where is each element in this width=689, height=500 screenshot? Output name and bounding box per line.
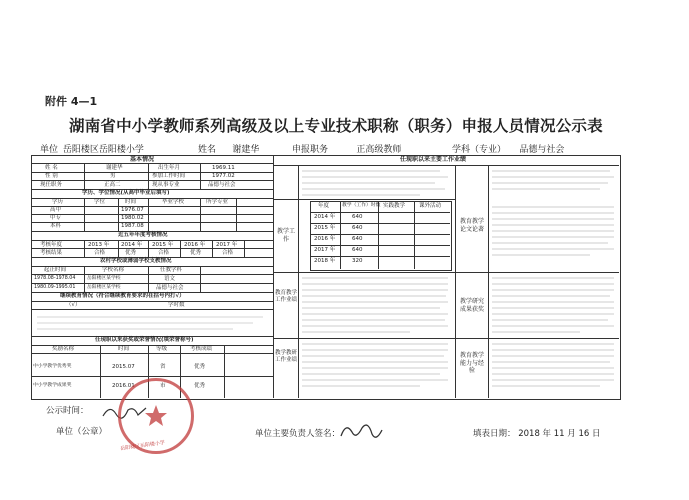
basic-label-2: 出生年月	[158, 165, 181, 171]
hours-row-3-year: 2016 年	[314, 236, 336, 242]
recognition-row-2-score: 优秀	[194, 383, 206, 389]
edu-header-school: 毕业学校	[162, 199, 185, 205]
recognition-row-2-time: 2016.01	[112, 383, 135, 389]
edu-header-major: 所学专业	[206, 199, 229, 205]
rural-row-1-subject: 语文	[164, 276, 176, 282]
subject-label: 学科（专业）	[452, 145, 507, 155]
position-value: 正高级教师	[331, 142, 427, 156]
assess-year-4: 2016 年	[184, 242, 206, 248]
illegible-text-block	[300, 340, 453, 396]
document-title: 湖南省中小学教师系列高级及以上专业技术职称（职务）申报人员情况公示表	[69, 117, 603, 135]
assessment-title: 近五年年度考核情况	[118, 232, 168, 238]
continuing-hours: 学时数	[168, 302, 185, 308]
basic-value-2: 1969.11	[212, 165, 235, 171]
edu-row-1-year: 1976.07	[121, 207, 144, 213]
assess-year-1: 2013 年	[88, 242, 110, 248]
basic-label-4: 参加工作时间	[152, 173, 186, 179]
rural-header-school: 学校名称	[102, 267, 125, 273]
position-label: 申报职务	[292, 145, 329, 155]
hours-header-practice: 实践教学	[383, 203, 406, 209]
continuing-check: （√）	[66, 302, 81, 308]
work-title: 任现职以来主要工作业绩	[400, 156, 467, 163]
recognition-title: 任现职以来获奖或荣誉情况(填荣誉称号)	[95, 337, 194, 343]
basic-value-5: 正高二	[104, 182, 121, 188]
recognition-row-2-level: 市	[160, 383, 166, 389]
name-label: 姓名	[198, 145, 217, 155]
name-field	[198, 142, 273, 156]
hours-row-5-value: 320	[352, 258, 363, 264]
rural-row-1-time: 1978.08-1978.04	[34, 276, 76, 281]
hours-row-4-year: 2017 年	[314, 247, 336, 253]
rural-row-2-school: 岳阳楼区某学校	[87, 285, 121, 290]
recognition-row-1-name: 中小学教学优秀奖	[33, 364, 72, 369]
principal-signature-label: 单位主要负责人签名：	[255, 429, 341, 439]
position-field	[292, 142, 427, 156]
subject-value: 品德与社会	[509, 142, 575, 156]
assess-year-3: 2015 年	[152, 242, 174, 248]
assess-year-5: 2017 年	[216, 242, 238, 248]
hours-header-hours: 教学（工作）时数	[342, 203, 381, 208]
hours-row-1-year: 2014 年	[314, 214, 336, 220]
rural-row-2-time: 1980.09-1995.01	[34, 285, 76, 290]
basic-label-3: 性 别	[45, 173, 58, 179]
edu-row-2-level: 中专	[50, 215, 62, 221]
illegible-text-block	[490, 274, 617, 336]
illegible-text-block	[300, 167, 453, 199]
section-label-teaching: 教学工作	[276, 228, 295, 243]
fill-date-label-text: 填表日期：	[473, 429, 516, 439]
assess-result-5: 合格	[222, 250, 234, 256]
basic-info-title: 基本情况	[130, 156, 155, 163]
basic-value-1: 谢建华	[106, 165, 123, 171]
assess-label-year: 考核年度	[40, 242, 63, 248]
section-label-expertise: 教育教学能力与经验	[459, 352, 484, 374]
unit-label: 单位	[40, 145, 59, 155]
section-label-awards: 教学研究成果获奖	[459, 298, 484, 313]
edu-row-1-level: 高中	[50, 207, 62, 213]
rural-row-2-subject: 品德与社会	[156, 285, 184, 291]
education-title: 学历、学位情况(从高中毕业后填写)	[82, 190, 170, 196]
recognition-row-2-name: 中小学教学成果奖	[33, 383, 72, 388]
edu-header-time: 时间	[125, 199, 137, 205]
section-label-research: 教学教研工作业绩	[275, 350, 298, 363]
hours-header-activity: 课外活动	[419, 203, 442, 209]
subject-field	[452, 142, 575, 156]
unit-seal-label: 单位（公章）	[56, 427, 108, 437]
recognition-header-level: 等级	[156, 346, 168, 352]
edu-header-degree: 学位	[94, 199, 106, 205]
basic-value-4: 1977.02	[212, 173, 235, 179]
basic-label-6: 现从事专业	[152, 182, 180, 188]
recognition-header-name: 奖励名称	[52, 346, 75, 352]
continuing-title: 继续教育情况（符合继续教育要求的在括号内打√）	[60, 293, 185, 299]
assess-result-1: 合格	[94, 250, 106, 256]
recognition-header-score: 考核成绩	[190, 346, 213, 352]
assess-year-2: 2014 年	[121, 242, 143, 248]
publicity-label: 公示时间：	[46, 406, 89, 416]
hours-row-2-value: 640	[352, 225, 363, 231]
section-label-papers: 教育教学论文论著	[459, 218, 484, 233]
basic-label-1: 姓 名	[45, 165, 58, 171]
recognition-row-1-time: 2015.07	[112, 364, 135, 370]
illegible-text-block	[33, 311, 271, 335]
assess-label-result: 考核结果	[40, 250, 63, 256]
edu-row-2-year: 1980.02	[121, 215, 144, 221]
basic-value-3: 男	[110, 173, 116, 179]
handwritten-signature	[338, 418, 386, 444]
rural-row-1-school: 岳阳楼区某学校	[87, 276, 121, 281]
recognition-row-1-score: 优秀	[194, 364, 206, 370]
illegible-text-block	[490, 167, 617, 271]
edu-row-3-level: 本科	[50, 223, 62, 229]
fill-date-value: 2018 年 11 月 16 日	[518, 429, 601, 439]
hours-row-2-year: 2015 年	[314, 225, 336, 231]
rural-header-subject: 任教学科	[160, 267, 183, 273]
illegible-text-block	[490, 340, 617, 396]
edu-header-level: 学历	[52, 199, 64, 205]
assess-result-2: 优秀	[125, 250, 137, 256]
section-label-achievements: 教育教学工作业绩	[275, 290, 298, 303]
name-value: 谢建华	[219, 142, 273, 156]
edu-row-3-year: 1987.08	[121, 223, 144, 229]
basic-value-6: 品德与社会	[208, 182, 236, 188]
hours-header-year: 年度	[318, 203, 330, 209]
recognition-header-time: 时间	[118, 346, 130, 352]
recognition-row-1-level: 省	[160, 364, 166, 370]
seal-text: 岳阳楼区岳阳楼小学	[119, 439, 166, 453]
info-row	[40, 142, 165, 156]
fill-date-label	[473, 427, 601, 439]
hours-row-1-value: 640	[352, 214, 363, 220]
assess-result-3: 合格	[158, 250, 170, 256]
basic-label-5: 现任职务	[40, 182, 63, 188]
illegible-text-block	[300, 274, 453, 336]
attachment-label: 附件 4—1	[45, 95, 98, 108]
hours-row-3-value: 640	[352, 236, 363, 242]
unit-value: 岳阳楼区岳阳楼小学	[61, 142, 165, 156]
rural-title: 农村学校或薄弱学校支教情况	[100, 258, 172, 264]
assess-result-4: 优秀	[190, 250, 202, 256]
rural-header-time: 起止时间	[44, 267, 67, 273]
hours-row-5-year: 2018 年	[314, 258, 336, 264]
hours-row-4-value: 640	[352, 247, 363, 253]
